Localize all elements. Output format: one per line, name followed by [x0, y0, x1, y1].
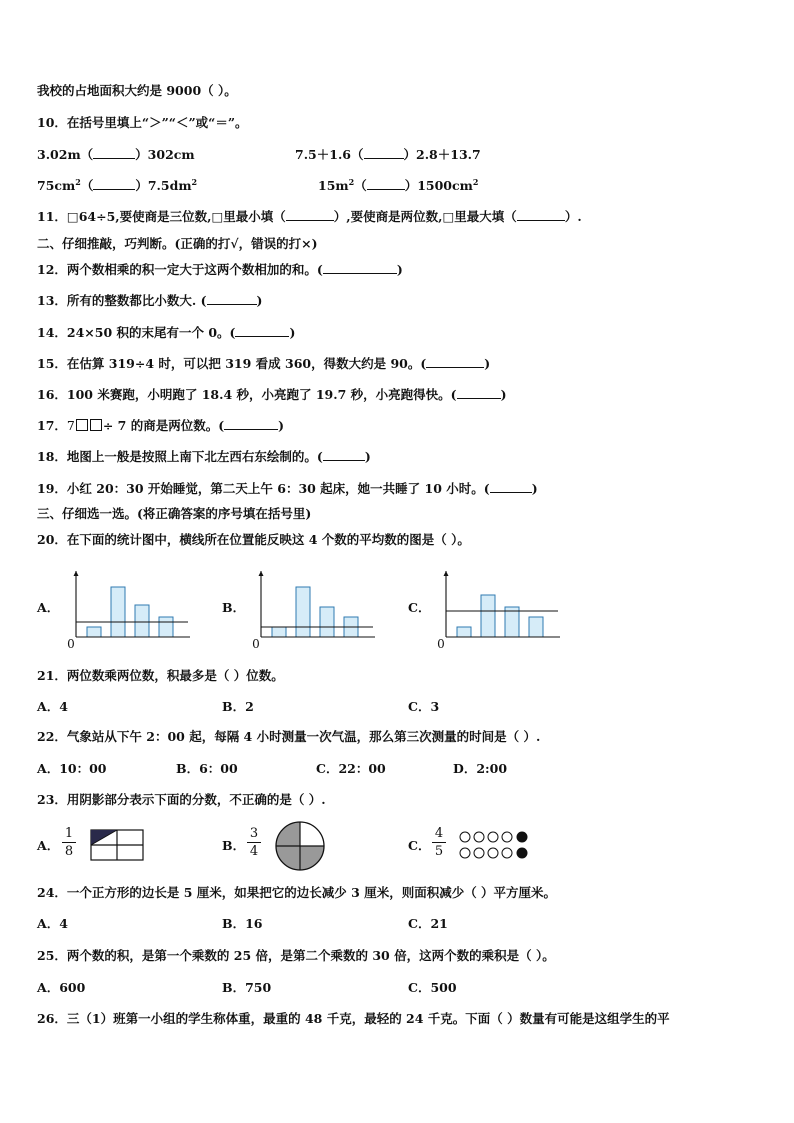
answer-blank[interactable]	[457, 387, 501, 399]
chart-bar	[159, 617, 173, 637]
q11: 11．□64÷5,要使商是三位数,□里最小填（ ）,要使商是两位数,□里最大填（ ）.	[37, 209, 582, 224]
empty-square	[76, 419, 88, 431]
q24-option-b[interactable]: B．16	[222, 916, 263, 931]
rectangle-eighths-figure	[90, 829, 144, 861]
circle-quarters-figure	[274, 820, 326, 872]
answer-blank[interactable]	[323, 262, 397, 274]
q21-option-c[interactable]: C．3	[408, 699, 440, 714]
q25-option-c[interactable]: C．500	[408, 980, 457, 995]
q22: 22．气象站从下午 2：00 起，每隔 4 小时测量一次气温，那么第三次测量的时间是（ ）.	[37, 729, 541, 744]
q10-row1-b: 7.5＋1.6（ ）2.8＋13.7	[295, 147, 481, 162]
q20-option-b-label[interactable]: B．	[222, 600, 246, 615]
q10-row2-a: $75cm^2$（ ）$7.5dm^2$	[37, 177, 198, 193]
answer-blank[interactable]	[93, 147, 135, 159]
q10-row1-a: 3.02m（ ）302cm	[37, 147, 195, 162]
q22-option-d[interactable]: D．2:00	[453, 761, 508, 776]
chart-bar	[272, 627, 286, 637]
chart-bar	[481, 595, 495, 637]
chart-bar	[505, 607, 519, 637]
answer-blank[interactable]	[286, 209, 334, 221]
q26: 26．三（1）班第一小组的学生称体重，最重的 48 千克，最轻的 24 千克。下面（ ）数量有可能是这组学生的平	[37, 1011, 670, 1026]
q22-option-b[interactable]: B．6：00	[176, 761, 238, 776]
section-2-heading: 二、仔细推敲，巧判断。(正确的打√，错误的打×)	[37, 236, 318, 251]
fraction-one-eighth: 1 8	[62, 826, 76, 859]
q23-option-b-label[interactable]: B．	[222, 838, 246, 853]
q17: 17．7 ÷ 7 的商是两位数。( )	[37, 418, 285, 433]
q20-option-a-label[interactable]: A．	[37, 600, 60, 615]
answer-blank[interactable]	[235, 325, 289, 337]
q22-option-c[interactable]: C．22：00	[316, 761, 386, 776]
chart-bar	[320, 607, 334, 637]
answer-blank[interactable]	[367, 178, 405, 190]
q10-stem: 10．在括号里填上“＞”“＜”或“＝”。	[37, 115, 248, 130]
q20: 20．在下面的统计图中，横线所在位置能反映这 4 个数的平均数的图是（ ）。	[37, 532, 470, 547]
chart-y-arrow	[259, 571, 264, 576]
chart-bar	[296, 587, 310, 637]
chart-bar	[344, 617, 358, 637]
q23-option-c-label[interactable]: C．	[408, 838, 431, 853]
q10-row2-b: $15m^2$（ ）$1500cm^2$	[318, 177, 479, 193]
q20-option-c-label[interactable]: C．	[408, 600, 431, 615]
answer-blank[interactable]	[93, 178, 135, 190]
q21: 21．两位数乘两位数，积最多是（ ）位数。	[37, 668, 284, 683]
chart-origin-label: 0	[437, 637, 445, 651]
q25: 25．两个数的积，是第一个乘数的 25 倍，是第二个乘数的 30 倍，这两个数的乘积是（ ）。	[37, 948, 555, 963]
q21-option-b[interactable]: B．2	[222, 699, 254, 714]
circles-dots-figure	[459, 829, 539, 861]
section-3-heading: 三、仔细选一选。(将正确答案的序号填在括号里)	[37, 506, 312, 521]
answer-blank[interactable]	[323, 449, 365, 461]
q24-option-c[interactable]: C．21	[408, 916, 448, 931]
empty-square	[90, 419, 102, 431]
chart-y-arrow	[444, 571, 449, 576]
chart-bar	[135, 605, 149, 637]
q25-option-b[interactable]: B．750	[222, 980, 272, 995]
chart-origin-label: 0	[67, 637, 75, 651]
chart-bar	[87, 627, 101, 637]
q22-option-a[interactable]: A．10：00	[37, 761, 107, 776]
answer-blank[interactable]	[207, 293, 257, 305]
fraction-three-quarters: 3 4	[247, 826, 261, 859]
q9-tail: 我校的占地面积大约是 9000（ ）。	[37, 83, 237, 98]
answer-blank[interactable]	[426, 356, 484, 368]
q25-option-a[interactable]: A．600	[37, 980, 86, 995]
q13: 13．所有的整数都比小数大. ( )	[37, 293, 263, 308]
answer-blank[interactable]	[517, 209, 565, 221]
q21-option-a[interactable]: A．4	[37, 699, 68, 714]
q18: 18．地图上一般是按照上南下北左西右东绘制的。( )	[37, 449, 371, 464]
chart-origin-label: 0	[252, 637, 260, 651]
chart-bar	[529, 617, 543, 637]
q16: 16．100 米赛跑，小明跑了 18.4 秒，小亮跑了 19.7 秒，小亮跑得快。( )	[37, 387, 507, 402]
q19: 19．小红 20：30 开始睡觉，第二天上午 6：30 起床，她一共睡了 10 小时。( )	[37, 481, 538, 496]
q24-option-a[interactable]: A．4	[37, 916, 68, 931]
q24: 24．一个正方形的边长是 5 厘米，如果把它的边长减少 3 厘米，则面积减少（ ）平方厘米。	[37, 885, 557, 900]
q12: 12．两个数相乘的积一定大于这两个数相加的和。( )	[37, 262, 403, 277]
q15: 15．在估算 319÷4 时，可以把 319 看成 360，得数大约是 90。( )	[37, 356, 491, 371]
q23-option-a-label[interactable]: A．	[37, 838, 60, 853]
chart-y-arrow	[74, 571, 79, 576]
fraction-four-fifths: 4 5	[432, 826, 446, 859]
answer-blank[interactable]	[364, 147, 404, 159]
chart-bar	[111, 587, 125, 637]
chart-bar	[457, 627, 471, 637]
q14: 14．24×50 积的末尾有一个 0。( )	[37, 325, 296, 340]
answer-blank[interactable]	[224, 418, 278, 430]
answer-blank[interactable]	[490, 481, 532, 493]
q23: 23．用阴影部分表示下面的分数，不正确的是（ ）.	[37, 792, 326, 807]
